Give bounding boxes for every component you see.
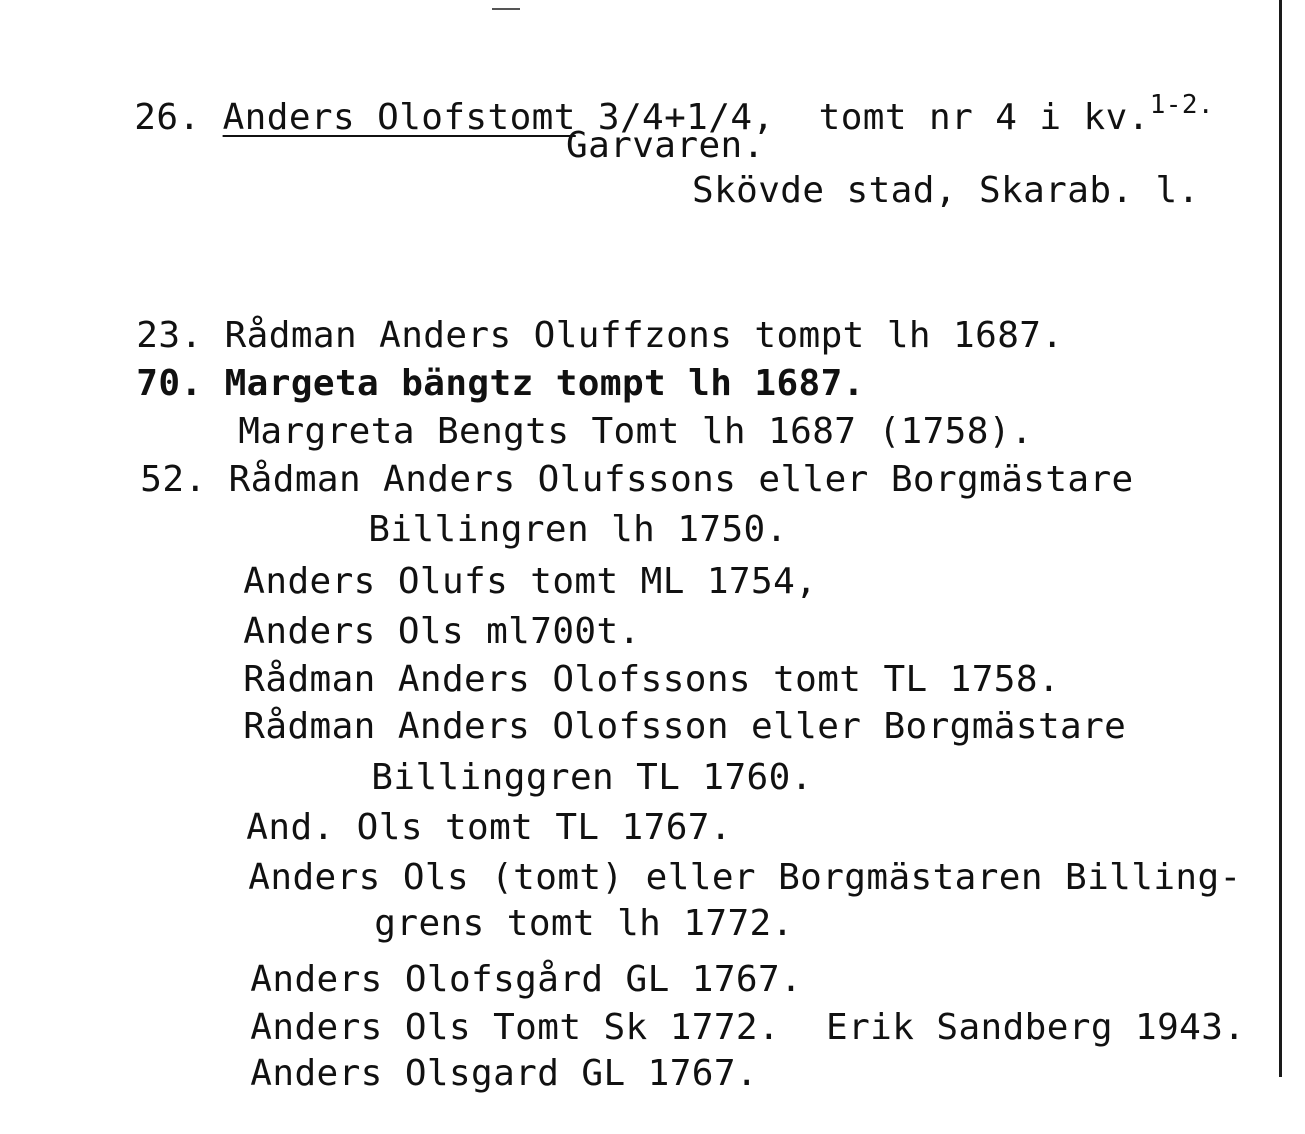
entry-text: Anders Olufs tomt ML 1754, <box>243 561 818 602</box>
entry-text: Rådman Anders Olofsson eller Borgmästare <box>243 706 1127 747</box>
entry-text: Billingren lh 1750. <box>368 509 788 550</box>
entry-row <box>162 1014 758 1134</box>
entry-text: Rådman Anders Oluffzons tompt lh 1687. <box>224 315 1064 356</box>
share-fraction: 3/4+1/4, <box>597 97 775 138</box>
entry-text: Anders Ols Tomt Sk 1772. <box>250 1007 781 1048</box>
entry-text: Rådman Anders Olufssons eller Borgmästare <box>228 459 1134 500</box>
signature: Erik Sandberg 1943. <box>826 1007 1246 1048</box>
entry-number: 52. <box>140 459 207 500</box>
plot-superscript: 1-2. <box>1149 90 1214 120</box>
plot-designation: tomt nr 4 i kv. <box>818 97 1150 138</box>
entry-number: 70. <box>136 363 203 404</box>
entry-text: Rådman Anders Olofssons tomt TL 1758. <box>243 659 1061 700</box>
entry-text: Anders Ols (tomt) eller Borgmästaren Billing- <box>248 857 1242 898</box>
card-title: Anders Olofstomt <box>222 97 576 138</box>
entry-text: grens tomt lh 1772. <box>374 903 794 944</box>
card-edge <box>1279 0 1282 1077</box>
entry-text: And. Ols tomt TL 1767. <box>246 807 732 848</box>
entry-text: Margreta Bengts Tomt lh 1687 (1758). <box>238 411 1033 452</box>
entry-number: 23. <box>136 315 203 356</box>
entry-text: Anders Ols ml700t. <box>243 611 641 652</box>
entry-text: Billinggren TL 1760. <box>371 757 813 798</box>
entry-text: Margeta bängtz tompt lh 1687. <box>224 363 865 404</box>
entry-text: Anders Olofsgård GL 1767. <box>250 959 803 1000</box>
block-name: Garvaren. <box>566 125 765 166</box>
card-number: 26. <box>134 97 201 138</box>
place-name: Skövde stad, Skarab. l. <box>692 170 1200 211</box>
entry-text: Anders Olsgard GL 1767. <box>250 1053 758 1094</box>
ink-speck <box>492 8 520 10</box>
